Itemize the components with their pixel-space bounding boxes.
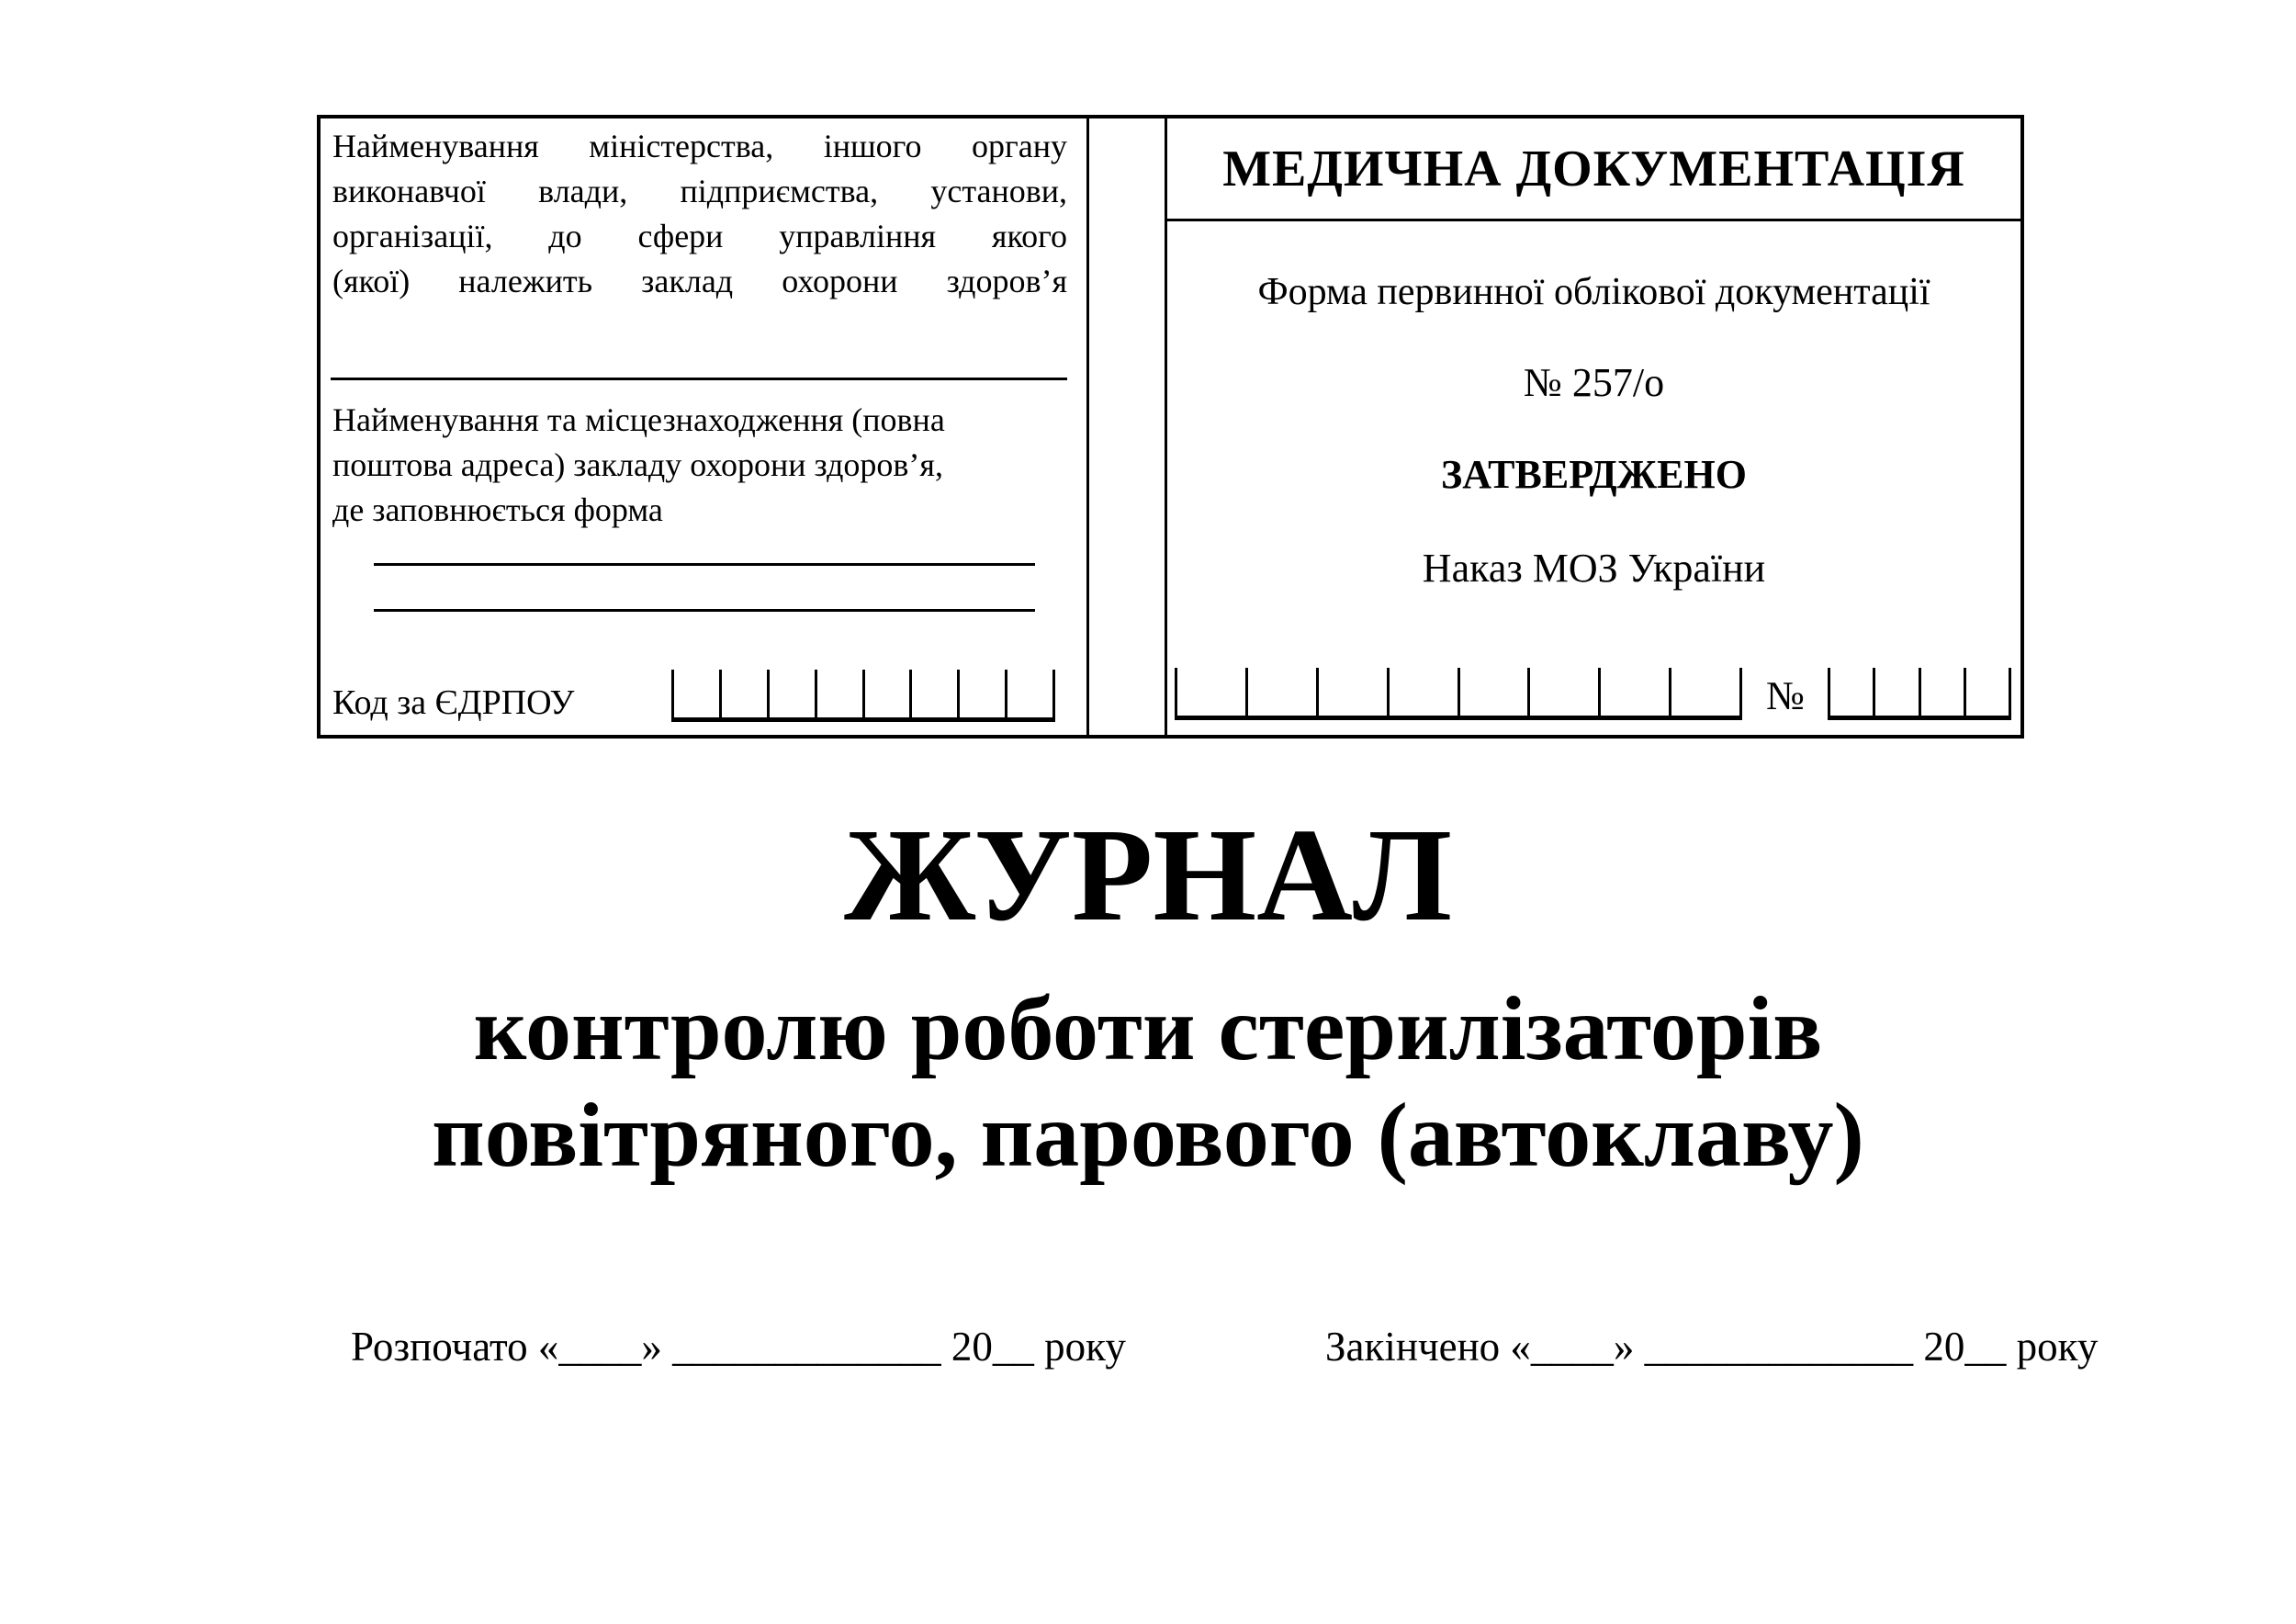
comb-cell[interactable] — [1669, 668, 1742, 716]
journal-subtitle-1: контролю роботи стерилізаторів — [473, 977, 1823, 1079]
edrpou-comb[interactable] — [671, 670, 1055, 722]
address-line: поштова адреса) закладу охорони здоров’я, — [332, 446, 943, 483]
journal-subtitle-2: повітряного, парового (автоклаву) — [432, 1084, 1864, 1186]
ministry-line: організації, до сфери управління якого — [332, 218, 1067, 254]
comb-cell[interactable] — [1245, 668, 1316, 716]
comb-cell[interactable] — [1527, 668, 1598, 716]
address-line: де заповнюється форма — [332, 491, 663, 528]
address-fill-line-2[interactable] — [374, 609, 1035, 612]
order-number-comb[interactable] — [1828, 668, 2011, 720]
comb-cell[interactable] — [1175, 668, 1245, 716]
ministry-line: виконавчої влади, підприємства, установи, — [332, 173, 1067, 209]
comb-cell[interactable] — [1919, 668, 1964, 716]
comb-cell[interactable] — [957, 670, 1005, 717]
comb-cell[interactable] — [909, 670, 957, 717]
left-header-column — [321, 118, 1089, 735]
address-fill-line-1[interactable] — [374, 563, 1035, 566]
order-date-number-row — [1175, 668, 2011, 720]
ministry-paragraph — [332, 124, 1067, 304]
order-date-comb[interactable] — [1175, 668, 1742, 720]
comb-cell[interactable] — [1316, 668, 1387, 716]
order-line: Наказ МОЗ України — [1422, 546, 1766, 591]
comb-cell[interactable] — [1598, 668, 1669, 716]
journal-title: ЖУРНАЛ — [844, 802, 1452, 949]
header-box — [317, 115, 2024, 739]
started-line[interactable]: Розпочато «____» _____________ 20__ року — [351, 1324, 1126, 1370]
comb-cell[interactable] — [815, 670, 862, 717]
form-type-line: Форма первинної облікової документації — [1257, 271, 1930, 313]
divider-column — [1089, 118, 1167, 735]
order-number-label: № — [1766, 673, 1805, 718]
right-header-column — [1167, 118, 2020, 735]
address-line: Найменування та місцезнаходження (повна — [332, 401, 945, 438]
approved-label: ЗАТВЕРДЖЕНО — [1441, 452, 1747, 497]
journal-title-block — [0, 802, 2296, 1189]
comb-cell[interactable] — [1005, 670, 1055, 717]
comb-cell[interactable] — [1964, 668, 2011, 716]
finished-line[interactable]: Закінчено «____» _____________ 20__ року — [1325, 1324, 2099, 1370]
comb-cell[interactable] — [1828, 668, 1873, 716]
comb-cell[interactable] — [862, 670, 910, 717]
address-paragraph — [332, 398, 1073, 533]
ministry-fill-line[interactable] — [331, 378, 1067, 380]
ministry-line: (якої) належить заклад охорони здоров’я — [332, 263, 1067, 299]
edrpou-label: Код за ЄДРПОУ — [332, 683, 575, 722]
medical-documentation-title: МЕДИЧНА ДОКУМЕНТАЦІЯ — [1167, 118, 2020, 221]
comb-cell[interactable] — [1873, 668, 1918, 716]
form-number: № 257/о — [1523, 360, 1665, 405]
comb-cell[interactable] — [719, 670, 767, 717]
comb-cell[interactable] — [1387, 668, 1458, 716]
comb-cell[interactable] — [767, 670, 815, 717]
comb-cell[interactable] — [671, 670, 719, 717]
ministry-line: Найменування міністерства, іншого органу — [332, 128, 1067, 164]
comb-cell[interactable] — [1458, 668, 1528, 716]
